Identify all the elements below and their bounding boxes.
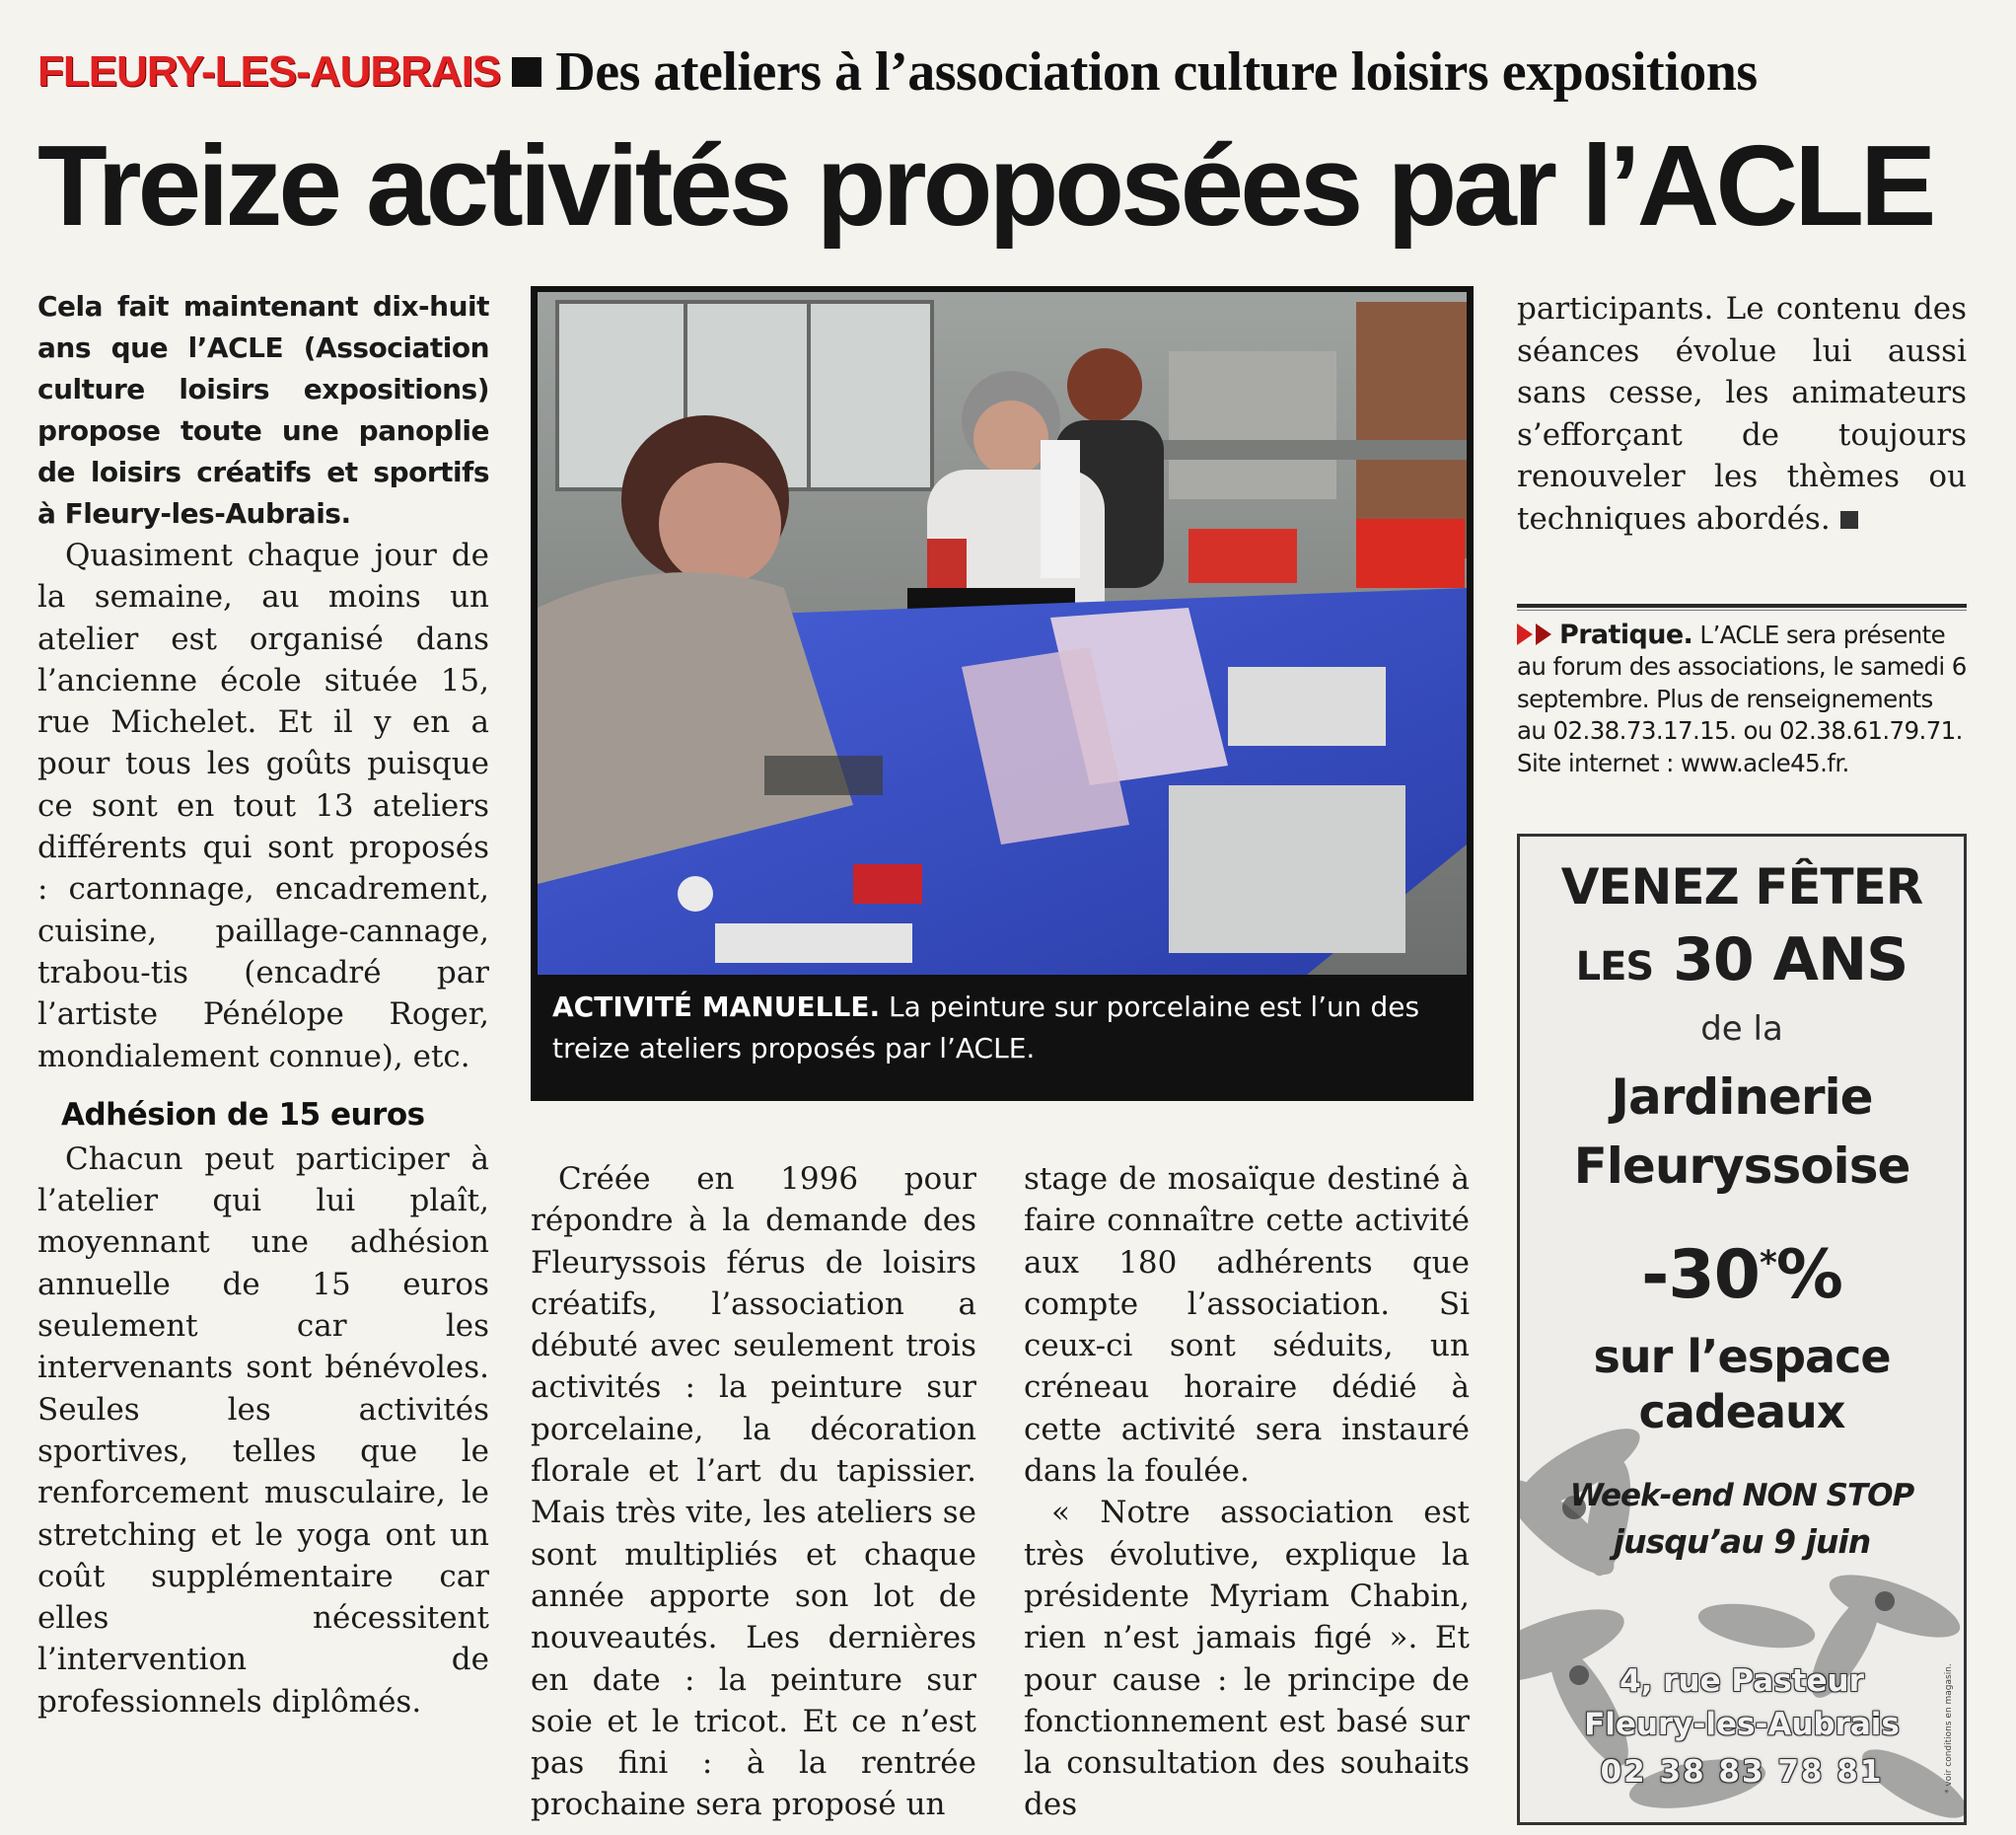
photo-caption (552, 987, 1460, 1069)
column-1 (37, 286, 489, 1723)
ad-line-10: jusqu’au 9 juin (1613, 1522, 1871, 1561)
ad-line-4: Jardinerie (1611, 1068, 1873, 1126)
ad-line-2 (1520, 925, 1964, 994)
ad-line-2-small: LES (1575, 944, 1654, 990)
arrow-icon (1536, 624, 1551, 645)
pratique-rule (1517, 604, 1967, 608)
workshop-photo-illustration (538, 292, 1467, 975)
workshop-photo (538, 292, 1467, 975)
ad-footnote: * voir conditions en magasin. (1944, 1663, 1954, 1794)
ad-discount-value: -30 (1641, 1236, 1760, 1314)
ad-line-8: cadeaux (1638, 1385, 1845, 1438)
body-paragraph: « Notre association est très évolutive, explique la présidente Myriam Chabin, rien n’est jamais figé ». Et pour cause : le principe de fonctionnement est basé sur la consultation des souhaits des (1024, 1495, 1470, 1823)
advertisement (1517, 834, 1967, 1825)
body-paragraph: Chacun peut participer à l’atelier qui lui plaît, moyennant une adhésion annuelle de 15 euros seulement car les intervenants sont bénévoles. Seules les activités sportives, telles que le renforcement musculaire, le stretching et le yoga ont un coût supplémentaire car elles nécessitent l’intervention de professionnels diplômés. (37, 1140, 489, 1720)
pratique-box (1517, 620, 1967, 779)
body-paragraph: Créée en 1996 pour répondre à la demande des Fleuryssois férus de loisirs créatifs, l’association a débuté avec seulement trois activités : la peinture sur porcelaine, la décoration florale et l’art du tapissier. Mais très vite, les ateliers se sont multipliés et chaque année apporte son lot de nouveautés. Les dernières en date : la peinture sur soie et le tricot. Et ce n’est pas fini : à la rentrée prochaine sera proposé un (531, 1161, 976, 1823)
body-paragraph (1517, 288, 1967, 540)
subheading: Adhésion de 15 euros (61, 1096, 425, 1133)
ad-city: Fleury-les-Aubrais (1584, 1707, 1900, 1742)
kicker-text: Des ateliers à l’association culture loisirs expositions (555, 41, 1758, 103)
pratique-text: L’ACLE sera présente au forum des associations, le samedi 6 septembre. Plus de renseignements au 02.38.73.17.15. ou 02.38.61.79.71. Site internet : www.acle45.fr. (1517, 621, 1967, 777)
kicker-town: FLEURY-LES-AUBRAIS (37, 47, 501, 96)
ad-line-5: Fleuryssoise (1573, 1138, 1910, 1195)
ad-phone: 02 38 83 78 81 (1600, 1754, 1884, 1790)
caption-text: La peinture sur porcelaine est l’un des treize ateliers proposés par l’ACLE. (552, 991, 1420, 1064)
column-4 (1517, 288, 1967, 540)
pratique-label: Pratique. (1559, 620, 1693, 650)
ad-address: 4, rue Pasteur (1620, 1663, 1864, 1699)
ad-line-9: Week-end NON STOP (1569, 1478, 1914, 1513)
column-2 (531, 1158, 976, 1826)
body-paragraph: stage de mosaïque destiné à faire connaître cette activité aux 180 adhérents que compte l’association. Si ceux-ci sont séduits, un créneau horaire dédié à cette activité sera instauré dans la foulée. (1024, 1161, 1470, 1490)
ad-line-7: sur l’espace (1593, 1330, 1891, 1383)
arrow-icon (1517, 624, 1533, 645)
ad-discount (1520, 1236, 1964, 1314)
ad-line-2-big: 30 ANS (1673, 925, 1908, 994)
caption-label: ACTIVITÉ MANUELLE. (552, 991, 881, 1023)
end-mark-icon (1840, 511, 1858, 529)
pratique-rule-thin (1517, 610, 1967, 611)
headline: Treize activités proposées par l’ACLE (37, 121, 1933, 250)
ad-discount-star: * (1759, 1243, 1776, 1284)
body-text: participants. Le contenu des séances évolue lui aussi sans cesse, les animateurs s’efforçant de toujours renouveler les thèmes ou techniques abordés. (1517, 291, 1967, 537)
ad-discount-percent: % (1775, 1236, 1842, 1314)
ad-line-3: de la (1700, 1009, 1783, 1049)
kicker (37, 37, 1980, 107)
kicker-square-icon (512, 57, 541, 87)
ad-line-1: VENEZ FÊTER (1560, 858, 1923, 916)
lead-paragraph: Cela fait maintenant dix-huit ans que l’ACLE (Association culture loisirs expositions) propose toute une panoplie de loisirs créatifs et sportifs à Fleury-les-Aubrais. (37, 290, 489, 530)
body-paragraph: Quasiment chaque jour de la semaine, au moins un atelier est organisé dans l’ancienne école située 15, rue Michelet. Et il y en a pour tous les goûts puisque ce sont en tout 13 ateliers différents qui sont proposés : cartonnage, encadrement, cuisine, paillage-cannage, trabou-tis (encadré par l’artiste Pénélope Roger, mondialement connue), etc. (37, 538, 489, 1074)
column-3 (1024, 1158, 1470, 1826)
